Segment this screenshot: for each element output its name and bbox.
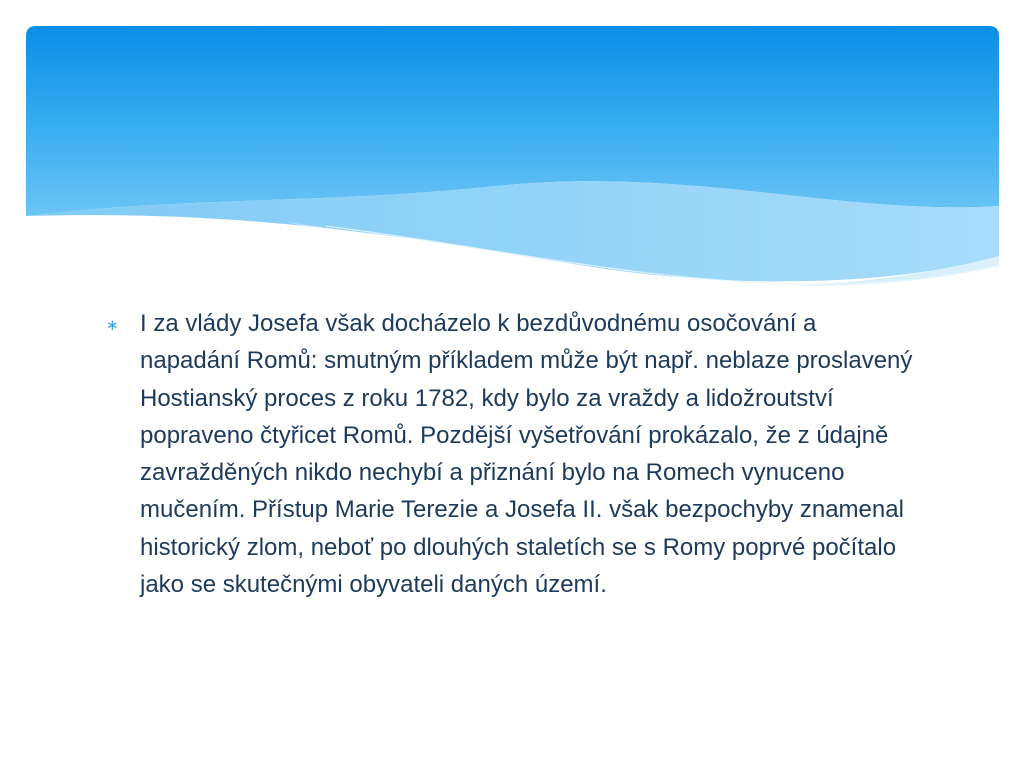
asterisk-bullet-icon: ∗	[106, 316, 119, 334]
header-wave-banner	[26, 26, 999, 288]
slide-content	[106, 305, 926, 603]
bullet-item	[106, 305, 926, 603]
bullet-paragraph: I za vlády Josefa však docházelo k bezdůvodnému osočování a napadání Romů: smutným příkladem může být např. neblaze proslavený Hostianský proces z roku 1782, kdy bylo za vraždy a lidožroutství popraveno čtyřicet Romů. Pozdější vyšetřování prokázalo, že z údajně zavražděných nikdo nechybí a přiznání bylo na Romech vynuceno mučením. Přístup Marie Terezie a Josefa II. však bezpochyby znamenal historický zlom, neboť po dlouhých staletích se s Romy poprvé počítalo jako se skutečnými obyvateli daných území.	[140, 310, 913, 599]
